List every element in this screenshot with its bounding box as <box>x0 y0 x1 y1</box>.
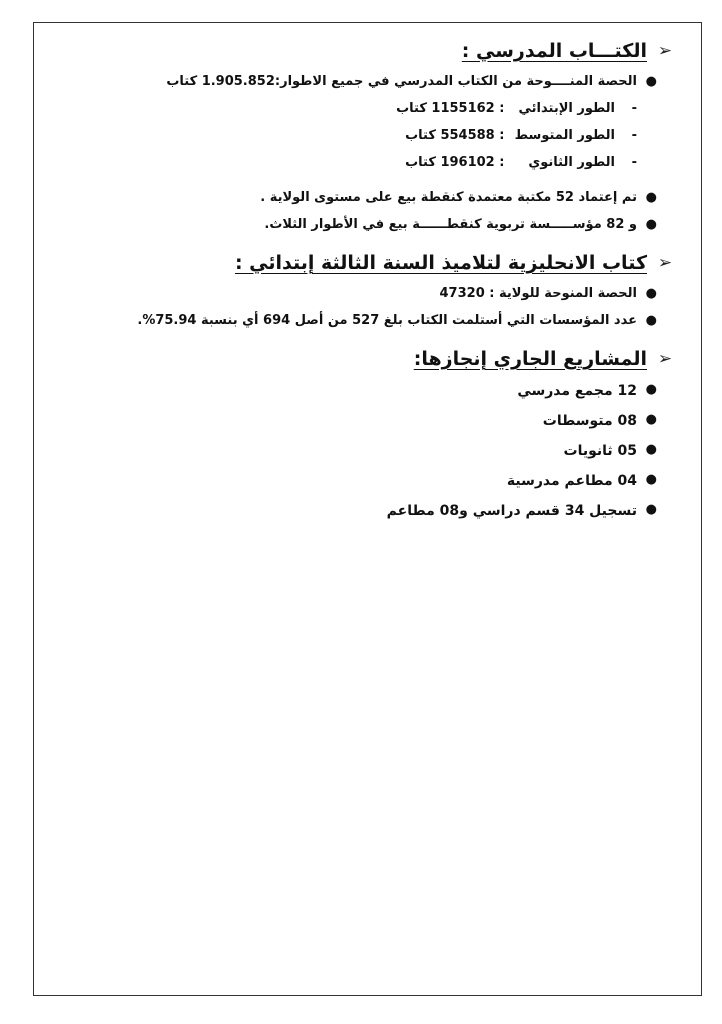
school-books-list <box>50 68 675 238</box>
bullet-icon: ● <box>645 472 657 487</box>
list-item <box>50 280 675 307</box>
list-item <box>50 466 675 496</box>
stage-value: : 196102 كتاب <box>405 155 505 170</box>
list-item-text: تم إعتماد 52 مكتبة معتمدة كنقطة بيع على مستوى الولاية . <box>260 190 637 205</box>
section-heading-english-book <box>50 252 675 274</box>
list-item-text: الحصة المنوحة للولاية : 47320 <box>439 286 637 301</box>
stage-value: : 554588 كتاب <box>405 128 505 143</box>
stage-label: الطور الثانوي <box>528 155 615 170</box>
english-book-list <box>50 280 675 334</box>
spacer <box>50 176 675 184</box>
list-item-text: عدد المؤسسات التي أستلمت الكتاب بلغ 527 من أصل 694 أي بنسبة 75.94%. <box>137 313 637 328</box>
section-title: المشاريع الجاري إنجازها: <box>413 348 647 370</box>
section-heading-school-books <box>50 40 675 62</box>
list-item-text: الحصة المنــــوحة من الكتاب المدرسي في جميع الاطوار:1.905.852 كتاب <box>166 74 637 89</box>
list-item-text: 08 متوسطات <box>542 413 637 429</box>
ongoing-projects-list <box>50 376 675 526</box>
list-item-text: 04 مطاعم مدرسية <box>506 473 637 489</box>
list-item <box>50 406 675 436</box>
stage-label: الطور الإبتدائي <box>518 101 615 116</box>
stage-value: : 1155162 كتاب <box>396 101 505 116</box>
bullet-icon: ● <box>645 382 657 397</box>
bullet-icon: ● <box>645 217 657 232</box>
bullet-icon: ● <box>645 412 657 427</box>
section-title: الكتـــاب المدرسي : <box>461 40 647 62</box>
list-item <box>50 184 675 211</box>
section-heading-ongoing-projects <box>50 348 675 370</box>
list-item <box>50 496 675 526</box>
bullet-icon: ● <box>645 502 657 517</box>
sub-list-item <box>50 95 675 122</box>
bullet-icon: ● <box>645 313 657 328</box>
bullet-icon: ● <box>645 190 657 205</box>
stage-label: الطور المتوسط <box>514 128 615 143</box>
bullet-icon: ● <box>645 74 657 89</box>
list-item <box>50 376 675 406</box>
section-title: كتاب الانحليزية لتلاميذ السنة الثالثة إبتدائي : <box>234 252 647 274</box>
bullet-icon: ● <box>645 442 657 457</box>
arrow-bullet-icon: ➢ <box>657 253 673 273</box>
list-item-text: 12 مجمع مدرسي <box>517 383 637 399</box>
list-item <box>50 436 675 466</box>
list-item-text: تسجيل 34 قسم دراسي و08 مطاعم <box>386 503 637 519</box>
dash-icon: - <box>631 128 637 143</box>
arrow-bullet-icon: ➢ <box>657 41 673 61</box>
list-item <box>50 307 675 334</box>
dash-icon: - <box>631 101 637 116</box>
bullet-icon: ● <box>645 286 657 301</box>
sub-list-item <box>50 122 675 149</box>
list-item-text: و 82 مؤســـــسة تربوية كنقطــــــة بيع في الأطوار الثلاث. <box>264 217 637 232</box>
dash-icon: - <box>631 155 637 170</box>
sub-list-item <box>50 149 675 176</box>
list-item <box>50 68 675 95</box>
document-content <box>50 40 675 526</box>
list-item <box>50 211 675 238</box>
list-item-text: 05 ثانويات <box>563 443 637 459</box>
arrow-bullet-icon: ➢ <box>657 349 673 369</box>
